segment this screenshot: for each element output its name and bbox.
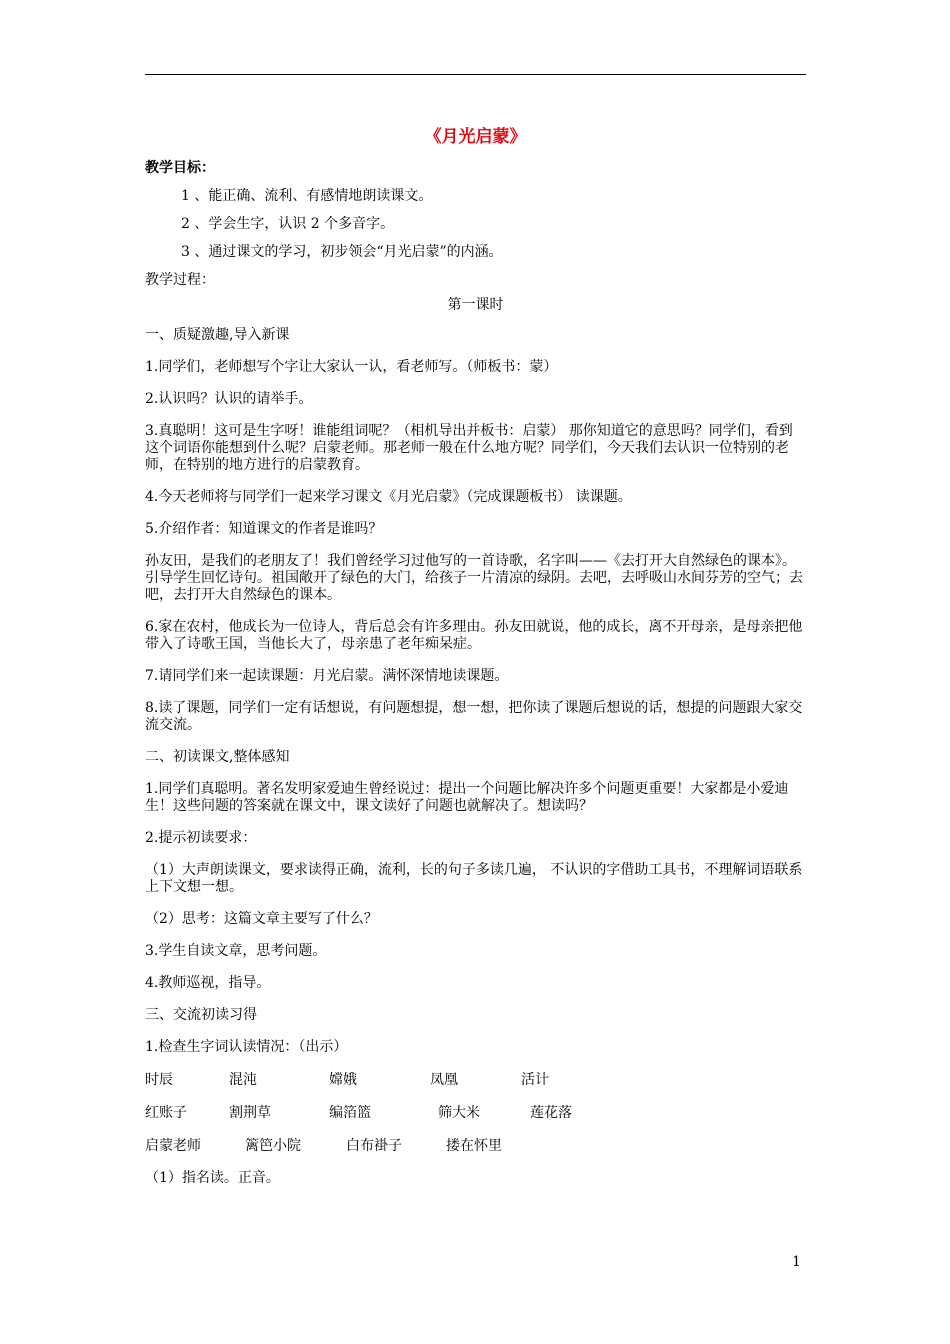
paragraph: 6.家在农村，他成长为一位诗人，背后总会有许多理由。孙友田就说，他的成长，离不开母亲，是母亲把他带入了诗歌王国，当他长大了，母亲患了老年痴呆症。: [145, 619, 803, 652]
vocab-word: 活计: [521, 1072, 549, 1088]
vocab-word: 筛大米: [438, 1105, 480, 1121]
vocab-word: 篱笆小院: [245, 1138, 301, 1154]
paragraph: 5.介绍作者：知道课文的作者是谁吗？: [145, 521, 383, 537]
vocab-row: [145, 1072, 806, 1089]
vocab-word: 编箔篮: [329, 1105, 371, 1121]
paragraph: 孙友田，是我们的老朋友了！我们曾经学习过他写的一首诗歌，名字叫——《去打开大自然绿色的课本》。引导学生回忆诗句。祖国敞开了绿色的大门，给孩子一片清凉的绿阴。去吧，去呼吸山水间芬芳的空气；去吧，去打开大自然绿色的课本。: [145, 553, 803, 603]
paragraph: （2）思考：这篇文章主要写了什么？: [145, 911, 378, 927]
paragraph: （1）大声朗读课文，要求读得正确，流利，长的句子多读几遍， 不认识的字借助工具书，不理解词语联系上下文想一想。: [145, 862, 803, 895]
paragraph: （1）指名读。正音。: [145, 1170, 280, 1186]
document-title: 《月光启蒙》: [424, 127, 527, 147]
vocab-word: 莲花落: [530, 1105, 572, 1121]
objectives-heading: 教学目标：: [145, 160, 215, 176]
paragraph: 4.教师巡视，指导。: [145, 975, 271, 991]
vocab-word: 红账子: [145, 1105, 187, 1121]
objective-item: 3 、通过课文的学习，初步领会“月光启蒙”的内涵。: [181, 244, 503, 260]
vocab-word: 凤凰: [430, 1072, 458, 1088]
header-rule: [145, 74, 806, 75]
page-number: 1: [792, 1254, 801, 1270]
paragraph: 4.今天老师将与同学们一起来学习课文《月光启蒙》（完成课题板书） 读课题。: [145, 489, 632, 505]
vocab-word: 混沌: [229, 1072, 257, 1088]
paragraph: 3.真聪明！这可是生字呀！谁能组词呢？（相机导出并板书：启蒙） 那你知道它的意思吗？同学们，看到这个词语你能想到什么呢？启蒙老师。那老师一般在什么地方呢？同学们，今天我们去认识一位特别的老师，在特别的地方进行的启蒙教育。: [145, 423, 793, 473]
vocab-word: 白布褂子: [346, 1138, 402, 1154]
process-heading: 教学过程：: [145, 272, 215, 288]
vocab-word: 搂在怀里: [446, 1138, 502, 1154]
lesson-label: 第一课时: [447, 297, 504, 313]
section-heading: 三、交流初读习得: [145, 1007, 257, 1023]
vocab-row: [145, 1138, 806, 1155]
objective-item: 2 、学会生字，认识 2 个多音字。: [181, 216, 395, 232]
paragraph: 8.读了课题，同学们一定有话想说，有问题想提，想一想，把你读了课题后想说的话，想提的问题跟大家交流交流。: [145, 700, 803, 733]
vocab-word: 启蒙老师: [145, 1138, 201, 1154]
document-body: [145, 126, 806, 1187]
paragraph: 1.检查生字词认读情况：（出示）: [145, 1039, 348, 1055]
paragraph: 7.请同学们来一起读课题：月光启蒙。满怀深情地读课题。: [145, 668, 509, 684]
paragraph: 3.学生自读文章，思考问题。: [145, 943, 327, 959]
objective-item: 1 、能正确、流利、有感情地朗读课文。: [181, 188, 433, 204]
paragraph: 2.认识吗？认识的请举手。: [145, 391, 313, 407]
paragraph: 1.同学们真聪明。著名发明家爱迪生曾经说过：提出一个问题比解决许多个问题更重要！大家都是小爱迪生！这些问题的答案就在课文中，课文读好了问题也就解决了。想读吗？: [145, 781, 789, 814]
vocab-word: 时辰: [145, 1072, 173, 1088]
paragraph: 1.同学们，老师想写个字让大家认一认，看老师写。（师板书：蒙）: [145, 359, 558, 375]
paragraph: 2.提示初读要求：: [145, 830, 257, 846]
vocab-row: [145, 1105, 806, 1122]
section-heading: 二、初读课文,整体感知: [145, 749, 290, 765]
vocab-word: 割荆草: [229, 1105, 271, 1121]
section-heading: 一、质疑激趣,导入新课: [145, 327, 290, 343]
vocab-word: 嫦娥: [329, 1072, 357, 1088]
